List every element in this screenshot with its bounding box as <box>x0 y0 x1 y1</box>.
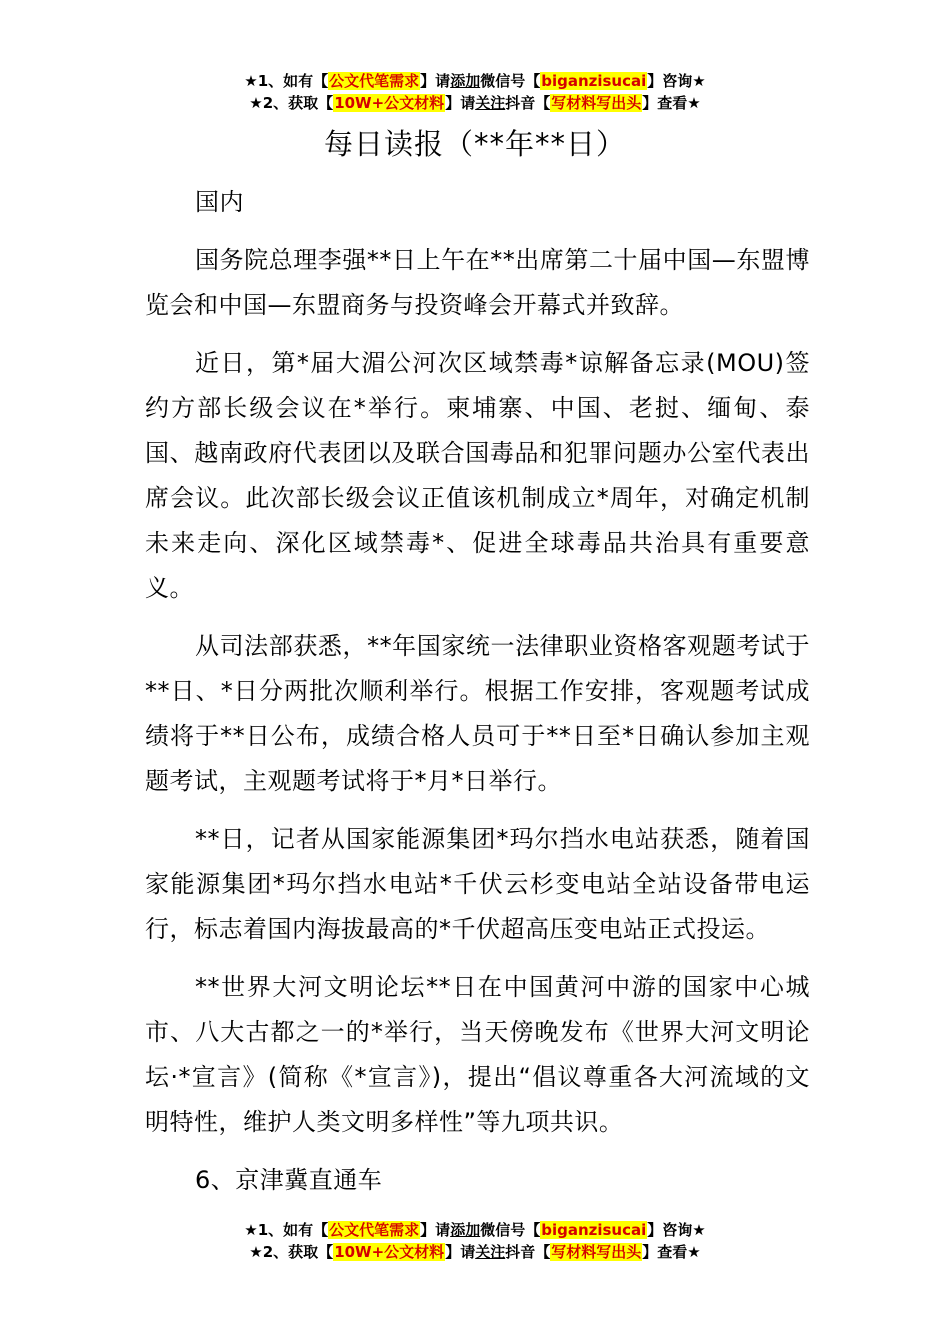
banner-text: 抖音【 <box>505 1243 551 1261</box>
underlined-text: 添加 <box>450 72 481 90</box>
banner-text: 】请 <box>445 94 476 112</box>
underlined-text: 添加 <box>450 1221 481 1239</box>
document-body <box>145 180 810 1216</box>
banner-text: 】查看★ <box>642 1243 701 1261</box>
banner-text: 抖音【 <box>505 94 551 112</box>
paragraph: **日，记者从国家能源集团*玛尔挡水电站获悉，随着国家能源集团*玛尔挡水电站*千伏云杉变电站全站设备带电运行，标志着国内海拔最高的*千伏超高压变电站正式投运。 <box>145 825 810 943</box>
banner-text: 】请 <box>420 72 451 90</box>
banner-text: ★1、如有【 <box>244 1221 329 1239</box>
banner-line-1 <box>0 1219 950 1241</box>
banner-line-2 <box>0 1241 950 1263</box>
highlight-text: 10W+公文材料 <box>334 1243 445 1261</box>
paragraph: **世界大河文明论坛**日在中国黄河中游的国家中心城市、八大古都之一的*举行，当天傍晚发布《世界大河文明论坛·*宣言》(简称《*宣言》)，提出“倡议尊重各大河流域的文明特性，维护人类文明多样性”等九项共识。 <box>145 973 810 1136</box>
banner-text: 】咨询★ <box>647 1221 706 1239</box>
section-heading-domestic: 国内 <box>195 188 244 216</box>
section-heading-next: 6、京津冀直通车 <box>195 1166 383 1194</box>
banner-line-2 <box>0 92 950 114</box>
banner-text: 】请 <box>420 1221 451 1239</box>
footer-banner <box>0 1219 950 1263</box>
banner-text: ★2、获取【 <box>249 94 334 112</box>
banner-text: 】查看★ <box>642 94 701 112</box>
page-title: 每日读报（**年**日） <box>323 127 626 161</box>
underlined-text: 关注 <box>475 1243 506 1261</box>
douyin-account: 写材料写出头 <box>551 94 642 112</box>
paragraph: 国务院总理李强**日上午在**出席第二十届中国—东盟博览会和中国—东盟商务与投资峰会开幕式并致辞。 <box>145 246 810 319</box>
banner-text: 微信号【 <box>480 1221 541 1239</box>
banner-text: 】咨询★ <box>647 72 706 90</box>
banner-line-1 <box>0 70 950 92</box>
underlined-text: 关注 <box>475 94 506 112</box>
paragraph: 从司法部获悉，**年国家统一法律职业资格客观题考试于**日、*日分两批次顺利举行。根据工作安排，客观题考试成绩将于**日公布，成绩合格人员可于**日至*日确认参加主观题考试，主观题考试将于*月*日举行。 <box>145 632 810 795</box>
banner-text: ★1、如有【 <box>244 72 329 90</box>
wechat-id: biganzisucai <box>541 1221 647 1239</box>
wechat-id: biganzisucai <box>541 72 647 90</box>
douyin-account: 写材料写出头 <box>551 1243 642 1261</box>
banner-text: ★2、获取【 <box>249 1243 334 1261</box>
header-banner <box>0 70 950 114</box>
highlight-text: 10W+公文材料 <box>334 94 445 112</box>
highlight-text: 公文代笔需求 <box>329 72 420 90</box>
paragraph: 近日，第*届大湄公河次区域禁毒*谅解备忘录(MOU)签约方部长级会议在*举行。柬埔寨、中国、老挝、缅甸、泰国、越南政府代表团以及联合国毒品和犯罪问题办公室代表出席会议。此次部长级会议正值该机制成立*周年，对确定机制未来走向、深化区域禁毒*、促进全球毒品共治具有重要意义。 <box>145 349 810 602</box>
banner-text: 】请 <box>445 1243 476 1261</box>
highlight-text: 公文代笔需求 <box>329 1221 420 1239</box>
banner-text: 微信号【 <box>480 72 541 90</box>
